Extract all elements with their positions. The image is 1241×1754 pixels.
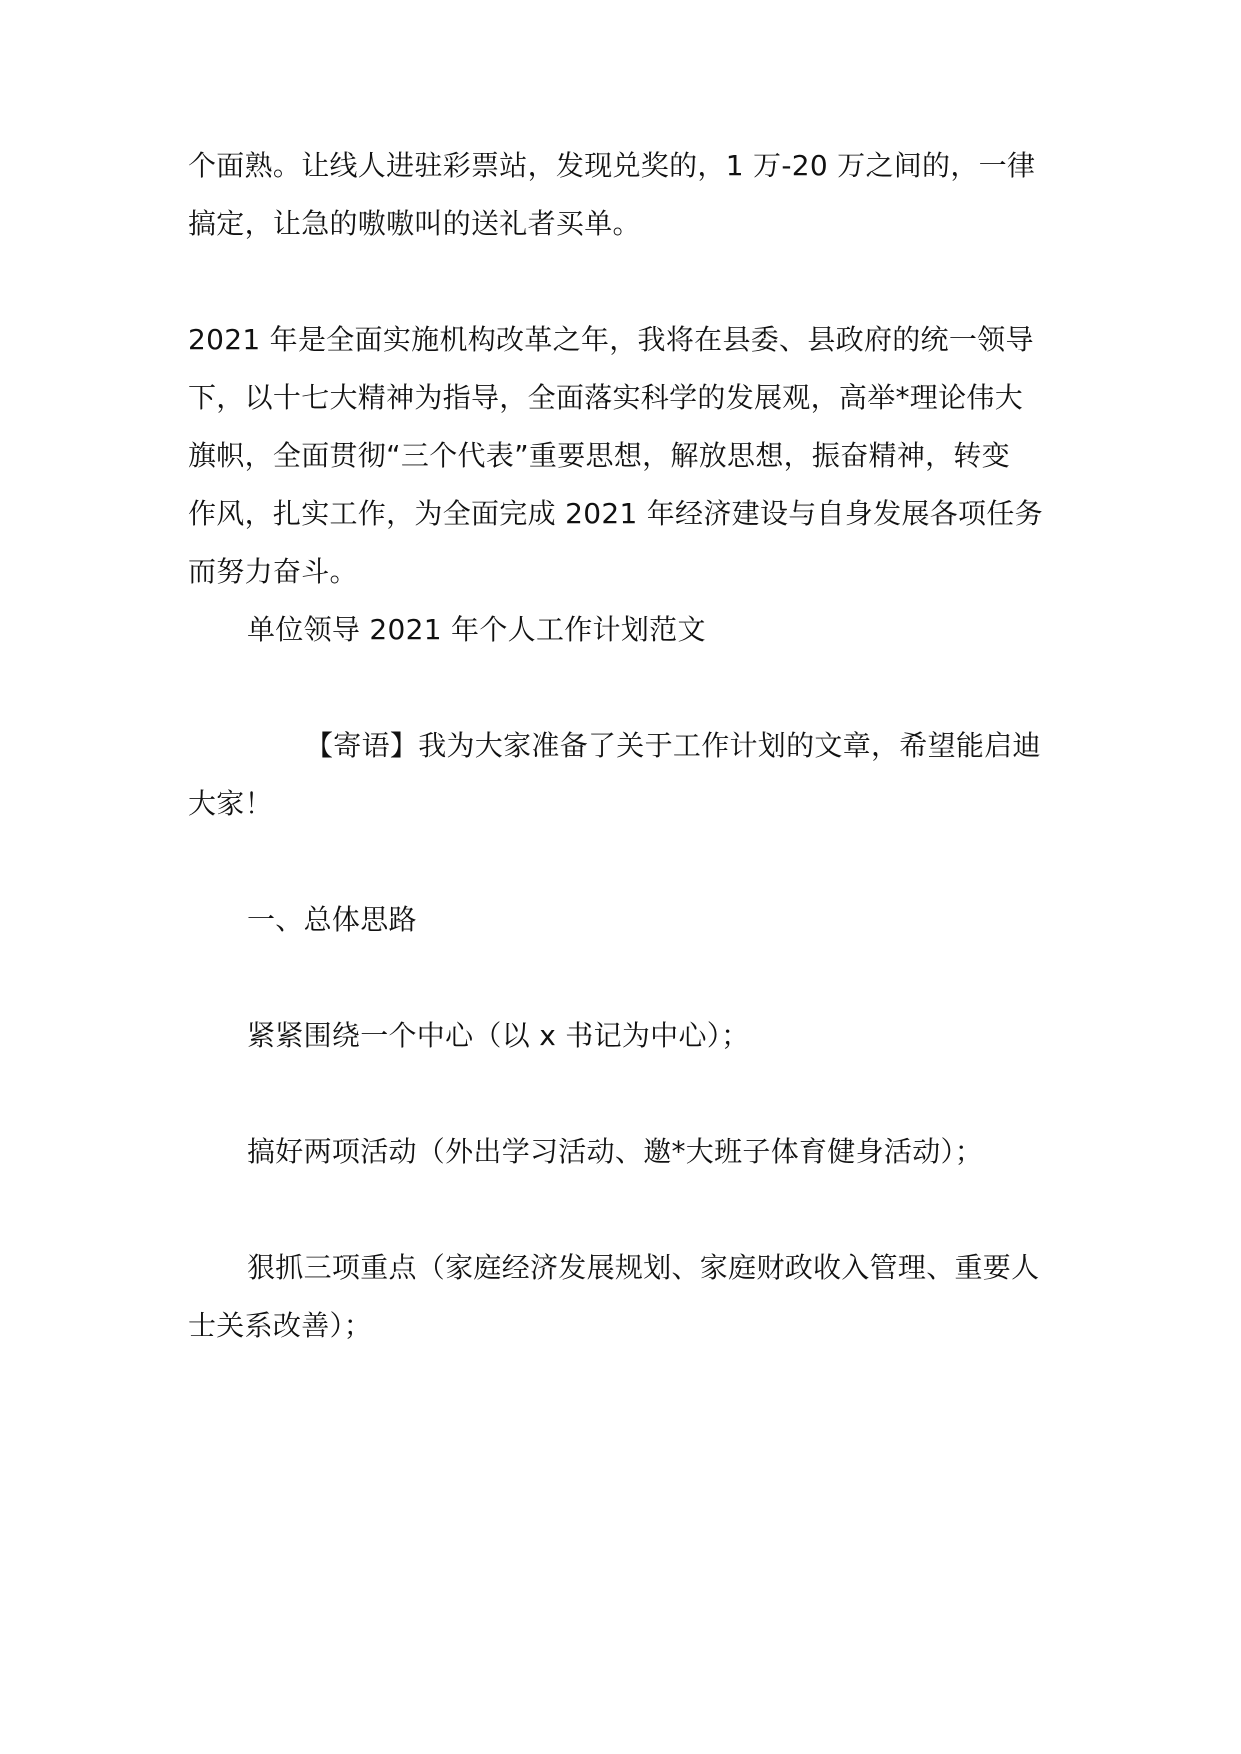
paragraph-1-line-1: 个面熟。让线人进驻彩票站，发现兑奖的，1 万-20 万之间的，一律: [188, 149, 1036, 182]
list-item-2: 搞好两项活动（外出学习活动、邀*大班子体育健身活动）；: [247, 1135, 984, 1168]
list-item-1: 紧紧围绕一个中心（以 x 书记为中心）；: [247, 1019, 750, 1052]
document-title: 单位领导 2021 年个人工作计划范文: [247, 613, 706, 646]
list-item-3-line-1: 狠抓三项重点（家庭经济发展规划、家庭财政收入管理、重要人: [247, 1251, 1040, 1284]
paragraph-2-line-5: 而努力奋斗。: [188, 555, 358, 588]
paragraph-3-line-1: 【寄语】我为大家准备了关于工作计划的文章，希望能启迪: [305, 729, 1041, 762]
paragraph-2-line-2: 下，以十七大精神为指导，全面落实科学的发展观，高举*理论伟大: [188, 381, 1024, 414]
paragraph-2-line-3: 旗帜，全面贯彻“三个代表”重要思想，解放思想，振奋精神，转变: [188, 439, 1011, 472]
section-heading-1: 一、总体思路: [247, 903, 417, 936]
list-item-3-line-2: 士关系改善）；: [188, 1309, 373, 1342]
paragraph-3-line-2: 大家！: [188, 787, 273, 820]
paragraph-1-line-2: 搞定，让急的嗷嗷叫的送礼者买单。: [188, 207, 641, 240]
paragraph-2-line-4: 作风，扎实工作，为全面完成 2021 年经济建设与自身发展各项任务: [188, 497, 1043, 530]
paragraph-2-line-1: 2021 年是全面实施机构改革之年，我将在县委、县政府的统一领导: [188, 323, 1034, 356]
